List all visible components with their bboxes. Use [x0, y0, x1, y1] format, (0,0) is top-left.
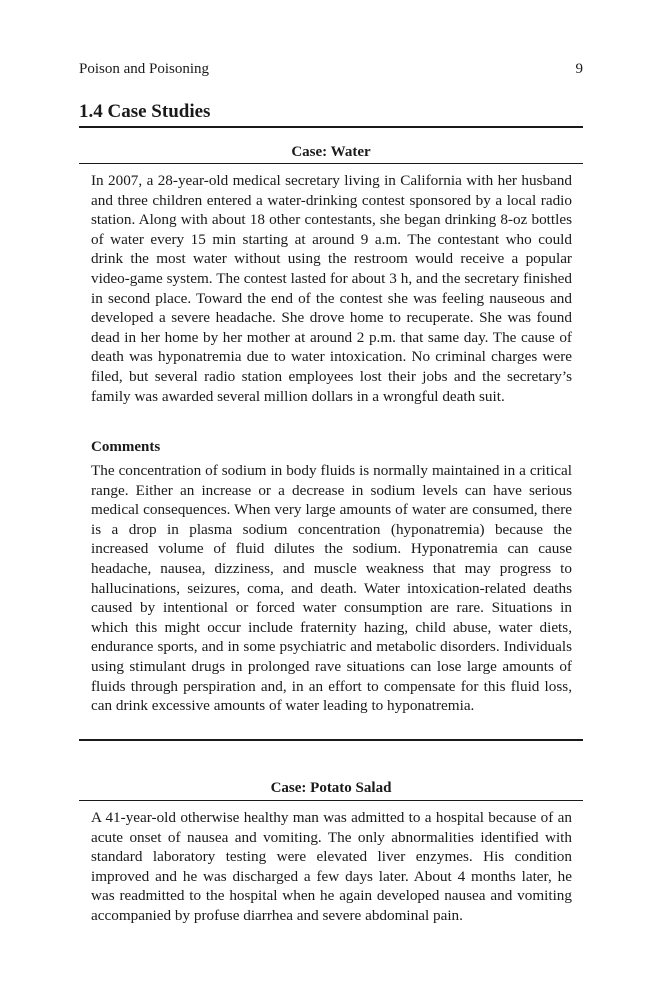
comments-heading: Comments	[91, 439, 161, 455]
case-potato-title: Case: Potato Salad	[270, 780, 392, 796]
running-head	[79, 59, 583, 79]
case-potato-title-rule	[79, 800, 583, 801]
case-water-body: In 2007, a 28-year-old medical secretary living in California with her husband and three children entered a water-drinking contest sponsored by a local radio station. Along with about 18 other contestants, she began drinking 8-oz bottles of water every 15 min starting at around 9 a.m. The contestant who could drink the most water without using the restroom would receive a popular video-game system. The contest lasted for about 3 h, and the secretary finished in second place. Toward the end of the contest she was feeling nauseous and developed a severe headache. She drove home to recuperate. She was found dead in her home by her mother at around 2 p.m. that same day. The cause of death was hyponatremia due to water intoxication. No criminal charges were filed, but several radio station employees lost their jobs and the secretary’s family was awarded several million dollars in a wrongful death suit.	[91, 172, 572, 405]
case-potato-body: A 41-year-old otherwise healthy man was admitted to a hospital because of an acute onset of nausea and vomiting. The only abnormalities identified with standard laboratory testing were elevated liver enzymes. His condition improved and he was discharged a few days later. About 4 months later, he was readmitted to the hospital when he again developed nausea and vomiting accompanied by profuse diarrhea and severe abdominal pain.	[91, 809, 572, 924]
page-number: 9	[575, 61, 583, 77]
running-head-title: Poison and Poisoning	[79, 61, 210, 77]
case-water-end-rule	[79, 739, 583, 741]
comments-body: The concentration of sodium in body fluids is normally maintained in a critical range. Either an increase or a decrease in sodium levels can have serious medical consequences. When very large amounts of water are consumed, there is a drop in plasma sodium concentration (hyponatremia) because the increased volume of fluid dilutes the sodium. Hyponatremia can cause headache, nausea, dizziness, and muscle weakness that may progress to hallucinations, seizures, coma, and death. Water intoxication-related deaths caused by intentional or forced water consumption are rare. Situations in which this might occur include fraternity hazing, child abuse, water diets, endurance sports, and in some psychiatric and metabolic disorders. Individuals using stimulant drugs in prolonged rave situations can lose large amounts of fluids through perspiration and, in an effort to compensate for this fluid loss, can drink excessive amounts of water leading to hyponatremia.	[91, 462, 572, 715]
case-water-title: Case: Water	[291, 144, 371, 160]
section-heading: 1.4 Case Studies	[79, 101, 211, 122]
case-water-title-rule	[79, 163, 583, 164]
section-rule	[79, 126, 583, 128]
